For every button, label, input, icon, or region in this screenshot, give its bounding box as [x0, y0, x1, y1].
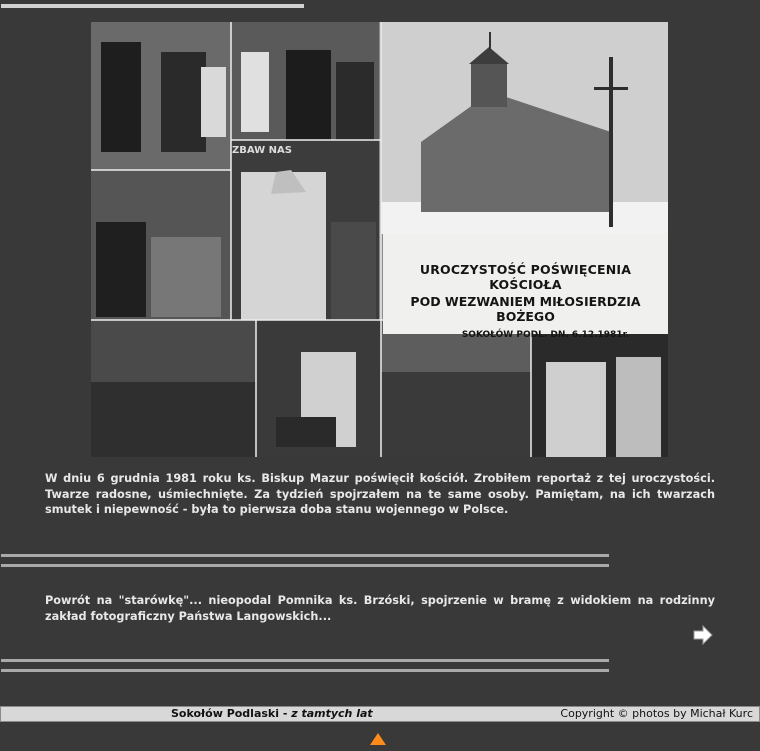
footer-site-name: [171, 707, 373, 721]
description-paragraph-2: Powrót na "starówkę"... nieopodal Pomnika ks. Brzóski, spojrzenie w bramę z widokiem na rodzinny zakład fotograficzny Państwa Langowskich...: [45, 594, 715, 623]
section-divider: [1, 564, 609, 567]
footer-site-subtitle: z tamtych lat: [291, 707, 373, 720]
poster-line-3: SOKOŁÓW PODL. DN. 6.12.1981r.: [461, 330, 630, 340]
section-divider: [1, 669, 609, 672]
poster-line-1: UROCZYSTOŚĆ POŚWIĘCENIA KOŚCIOŁA: [419, 262, 632, 292]
footer-site-title: Sokołów Podlaski -: [171, 707, 292, 720]
photo-caption-poster: [383, 234, 668, 340]
poster-line-2: POD WEZWANIEM MIŁOSIERDZIA BOŻEGO: [410, 294, 641, 324]
scroll-top-icon: [370, 733, 386, 745]
scroll-top-button[interactable]: [370, 730, 386, 742]
section-divider: [1, 554, 609, 557]
next-page-button[interactable]: [692, 625, 714, 645]
next-arrow-icon: [692, 625, 714, 645]
top-divider: [1, 4, 304, 8]
footer-bar: [0, 706, 760, 722]
section-divider: [1, 659, 609, 662]
collage-photo: [91, 22, 668, 457]
banner-sign: ZBAW NAS: [232, 145, 292, 156]
description-paragraph-1: W dniu 6 grudnia 1981 roku ks. Biskup Mazur poświęcił kościół. Zrobiłem reportaż z tej uroczystości. Twarze radosne, uśmiechnięte. Za tydzień spojrzałem na te same osoby. Pamiętam, na ich twarzach smutek i niepewność - była to pierwsza doba stanu wojennego w Polsce.: [45, 472, 715, 516]
footer-copyright: Copyright © photos by Michał Kurc: [560, 707, 753, 720]
